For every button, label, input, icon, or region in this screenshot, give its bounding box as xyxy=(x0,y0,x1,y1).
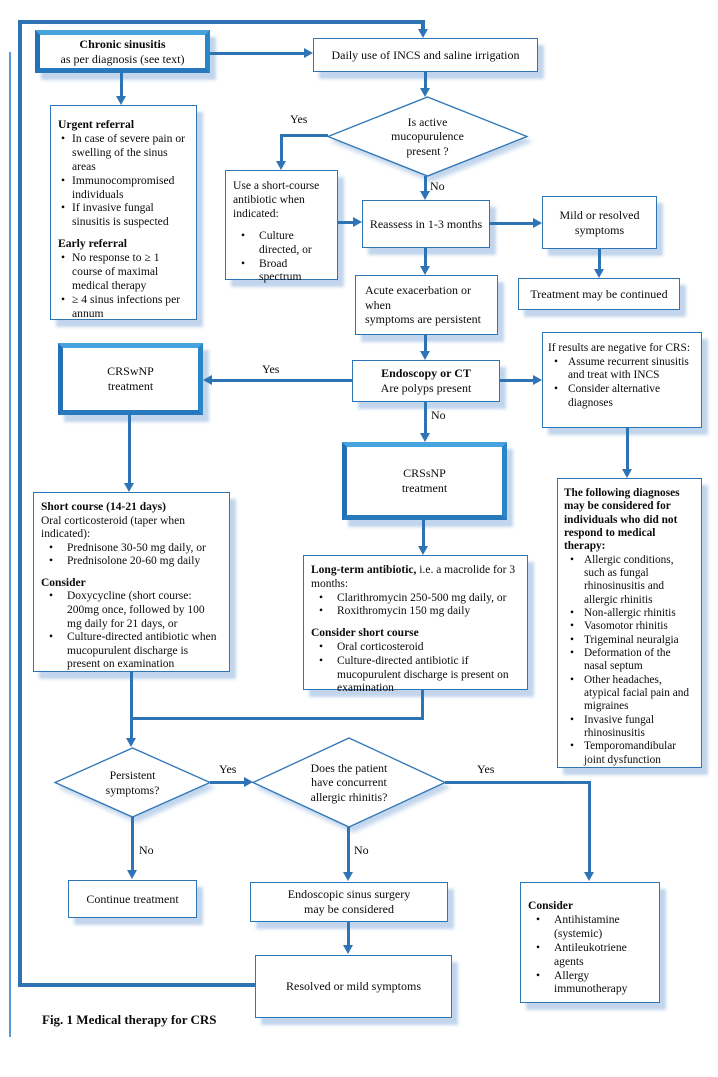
decision-concurrent-allergic-rhinitis xyxy=(253,738,445,827)
diagnoses-item: • Non-allergic rhinitis xyxy=(564,607,695,620)
connector-mucopurulence-no xyxy=(424,176,427,192)
node-short-course-steroid xyxy=(33,492,230,672)
mucopurulence-line2: mucopurulence xyxy=(391,129,464,144)
urgent-referral-title: Urgent referral xyxy=(58,118,135,131)
consider-allergy-item: • Antileukotriene agents xyxy=(528,941,652,969)
steroid-consider-title: Consider xyxy=(41,576,86,589)
node-resolved-mild xyxy=(255,955,452,1018)
label-yes-concurrent: Yes xyxy=(477,762,495,776)
longterm-title-line xyxy=(311,564,520,592)
arrowhead-into-resolved xyxy=(343,945,353,954)
label-no-polyps: No xyxy=(431,408,446,422)
early-referral-item: • No response to ≥ 1 course of maximal medical therapy xyxy=(58,251,189,293)
arrowhead-into-negative xyxy=(533,375,542,385)
steroid-item: • Prednisolone 20-60 mg daily xyxy=(41,555,222,569)
arrowhead-into-short-course-abx xyxy=(276,161,286,170)
longterm-list xyxy=(311,592,520,620)
endoscopy-title: Endoscopy or CT xyxy=(381,366,471,381)
chronic-sinusitis-subtitle: as per diagnosis (see text) xyxy=(60,51,185,66)
arrowhead-into-continue xyxy=(127,870,137,879)
arrowhead-into-endoscopy xyxy=(420,351,430,360)
connector-acute-to-endoscopy xyxy=(424,335,427,352)
early-referral-title: Early referral xyxy=(58,237,127,251)
node-negative-crs xyxy=(542,332,702,428)
arrowhead-into-daily-left xyxy=(304,48,313,58)
arrowhead-into-steroid-box xyxy=(124,483,134,492)
negative-crs-item: • Assume recurrent sinusitis and treat with INCS xyxy=(548,356,696,383)
arrowhead-into-concurrent xyxy=(244,777,253,787)
mucopurulence-line1: Is active xyxy=(407,114,448,129)
node-following-diagnoses xyxy=(557,478,702,768)
crswnp-line1: CRSwNP xyxy=(107,364,154,379)
urgent-referral-item: • In case of severe pain or swelling of the sinus areas xyxy=(58,132,189,174)
node-treatment-continued xyxy=(518,278,680,310)
crssnp-line1: CRSsNP xyxy=(403,466,446,481)
diagnoses-list xyxy=(564,554,695,767)
treatment-continued-text: Treatment may be continued xyxy=(530,286,668,301)
arrowhead-into-continued xyxy=(594,269,604,278)
node-crssnp-treatment xyxy=(342,442,507,520)
connector-negative-to-diagnoses xyxy=(626,428,629,470)
connector-reassess-to-mild xyxy=(490,222,534,225)
connector-crssnp-to-longterm xyxy=(422,520,425,547)
diagnoses-item: • Deformation of the nasal septum xyxy=(564,647,695,674)
connector-persistent-no xyxy=(131,817,134,872)
longterm-item: • Roxithromycin 150 mg daily xyxy=(311,605,520,619)
mild-resolved-line1: Mild or resolved xyxy=(559,207,640,222)
connector-feedback-top xyxy=(18,20,425,24)
diagnoses-item: • Trigeminal neuralgia xyxy=(564,634,695,647)
arrowhead-into-crswnp xyxy=(203,375,212,385)
mucopurulence-line3: present ? xyxy=(406,143,449,158)
connector-endoscopy-to-negative xyxy=(500,379,534,382)
node-mild-resolved xyxy=(542,196,657,249)
node-daily-incs xyxy=(313,38,538,72)
connector-longterm-down xyxy=(421,690,424,720)
connector-chronic-to-daily xyxy=(210,52,305,55)
arrowhead-into-mucopurulence xyxy=(420,88,430,97)
arrowhead-into-mild xyxy=(533,218,542,228)
diagnoses-item: • Invasive fungal rhinosinusitis xyxy=(564,714,695,741)
connector-reassess-to-acute xyxy=(424,248,427,267)
arrowhead-into-longterm xyxy=(418,546,428,555)
connector-crswnp-to-steroid xyxy=(128,415,131,484)
longterm-consider-list xyxy=(311,641,520,696)
node-long-term-antibiotic xyxy=(303,555,528,695)
connector-feedback-bottom xyxy=(18,983,256,987)
longterm-consider-item: • Culture-directed antibiotic if mucopurulent discharge is present on examination xyxy=(311,655,520,696)
connector-endoscopy-no xyxy=(424,402,427,435)
node-acute-exacerbation xyxy=(355,275,498,335)
longterm-item: • Clarithromycin 250-500 mg daily, or xyxy=(311,592,520,606)
connector-endoscopy-yes xyxy=(212,379,352,382)
arrowhead-into-reassess-left xyxy=(353,217,362,227)
label-no-persistent: No xyxy=(139,843,154,857)
arrowhead-into-urgent xyxy=(116,96,126,105)
steroid-consider-item: • Doxycycline (short course: 200mg once, followed by 100 mg daily for 21 days, or xyxy=(41,590,222,631)
decision-persistent-symptoms xyxy=(55,748,210,817)
consider-allergy-title: Consider xyxy=(528,899,574,912)
urgent-referral-item: • If invasive fungal sinusitis is suspected xyxy=(58,201,189,229)
urgent-referral-item: • Immunocompromised individuals xyxy=(58,174,189,202)
daily-incs-text: Daily use of INCS and saline irrigation xyxy=(331,47,520,62)
crswnp-line2: treatment xyxy=(107,379,154,393)
figure-frame-left xyxy=(9,52,11,1037)
label-yes-mucopurulence: Yes xyxy=(290,112,308,126)
persistent-line2: symptoms? xyxy=(105,782,160,797)
persistent-line1: Persistent xyxy=(109,768,156,783)
steroid-item: • Prednisone 30-50 mg daily, or xyxy=(41,542,222,556)
steroid-intro: Oral corticosteroid (taper when indicated): xyxy=(41,514,186,541)
steroid-title: Short course (14-21 days) xyxy=(41,501,166,513)
arrowhead-into-persistent xyxy=(126,738,136,747)
node-endoscopy-ct xyxy=(352,360,500,402)
longterm-consider-title: Consider short course xyxy=(311,627,419,640)
chronic-sinusitis-title: Chronic sinusitis xyxy=(79,36,166,51)
connector-steroid-to-persistent xyxy=(130,672,133,740)
connector-mucopurulence-yes-v xyxy=(280,134,283,162)
short-course-abx-item: • Culture directed, or xyxy=(233,229,330,257)
arrowhead-into-crssnp xyxy=(420,433,430,442)
negative-crs-intro: If results are negative for CRS: xyxy=(548,342,691,354)
short-course-abx-item: • Broad spectrum xyxy=(233,257,330,285)
steroid-list xyxy=(41,542,222,569)
connector-persistent-yes xyxy=(210,781,245,784)
connector-mild-to-continued xyxy=(598,249,601,270)
node-continue-treatment xyxy=(68,880,197,918)
connector-concurrent-yes-v xyxy=(588,781,591,873)
ess-line2: may be considered xyxy=(304,902,394,916)
connector-concurrent-yes-h xyxy=(445,781,591,784)
node-consider-allergy xyxy=(520,882,660,1003)
longterm-title-bold: Long-term antibiotic, xyxy=(311,564,417,576)
arrowhead-feedback-into-daily xyxy=(418,29,428,38)
endoscopy-subtitle: Are polyps present xyxy=(380,381,472,395)
early-referral-list xyxy=(58,251,189,321)
node-crswnp-treatment xyxy=(58,343,203,415)
urgent-referral-list xyxy=(58,132,189,229)
concurrent-line2: have concurrent xyxy=(311,775,387,790)
arrowhead-into-ess xyxy=(343,872,353,881)
arrowhead-into-reassess xyxy=(420,191,430,200)
diagnoses-item: • Temporomandibular joint dysfunction xyxy=(564,740,695,767)
node-urgent-referral xyxy=(50,105,197,320)
steroid-consider-item: • Culture-directed antibiotic when mucopurulent discharge is present on examination xyxy=(41,631,222,672)
longterm-title-rest: i.e. a macrolide for 3 months: xyxy=(311,564,516,590)
diagnoses-intro: The following diagnoses may be considered for individuals who did not respond to medical therapy: xyxy=(564,487,680,553)
label-no-mucopurulence: No xyxy=(430,179,445,193)
label-no-concurrent: No xyxy=(354,843,369,857)
consider-allergy-list xyxy=(528,913,652,996)
label-yes-persistent: Yes xyxy=(219,762,237,776)
node-reassess xyxy=(362,200,490,248)
node-short-course-antibiotic xyxy=(225,170,338,284)
node-chronic-sinusitis xyxy=(35,30,210,73)
continue-treatment-text: Continue treatment xyxy=(86,891,179,906)
consider-allergy-item: • Allergy immunotherapy xyxy=(528,969,652,997)
early-referral-item: • ≥ 4 sinus infections per annum xyxy=(58,293,189,321)
decision-mucopurulence xyxy=(328,97,527,176)
resolved-text: Resolved or mild symptoms xyxy=(286,979,421,994)
acute-line1: Acute exacerbation or when xyxy=(365,283,471,312)
consider-allergy-item: • Antihistamine (systemic) xyxy=(528,913,652,941)
connector-concurrent-no xyxy=(347,827,350,874)
short-course-abx-list xyxy=(233,229,330,285)
negative-crs-list xyxy=(548,356,696,411)
steroid-consider-list xyxy=(41,590,222,671)
connector-chronic-to-urgent xyxy=(120,73,123,98)
arrowhead-into-consider-allergy xyxy=(584,872,594,881)
acute-line2: symptoms are persistent xyxy=(365,312,481,327)
concurrent-line1: Does the patient xyxy=(310,760,388,775)
figure-caption: Fig. 1 Medical therapy for CRS xyxy=(42,1012,217,1027)
concurrent-line3: allergic rhinitis? xyxy=(310,789,388,804)
short-course-abx-intro: Use a short-course antibiotic when indicated: xyxy=(233,179,320,220)
connector-daily-to-decision xyxy=(424,72,427,89)
connector-mucopurulence-yes-h xyxy=(281,134,328,137)
negative-crs-item: • Consider alternative diagnoses xyxy=(548,383,696,410)
diagnoses-item: • Vasomotor rhinitis xyxy=(564,620,695,633)
mild-resolved-line2: symptoms xyxy=(574,222,625,237)
reassess-text: Reassess in 1-3 months xyxy=(369,216,483,231)
label-yes-polyps: Yes xyxy=(262,362,280,376)
arrowhead-into-diagnoses xyxy=(622,469,632,478)
arrowhead-into-acute xyxy=(420,266,430,275)
crssnp-line2: treatment xyxy=(401,481,448,495)
longterm-consider-item: • Oral corticosteroid xyxy=(311,641,520,655)
diagnoses-item: • Other headaches, atypical facial pain and migraines xyxy=(564,674,695,714)
connector-join-horizontal xyxy=(130,717,424,720)
ess-line1: Endoscopic sinus surgery xyxy=(287,887,411,902)
connector-feedback-left xyxy=(18,20,22,987)
connector-ess-to-resolved xyxy=(347,922,350,946)
diagnoses-item: • Allergic conditions, such as fungal rhinosinusitis and allergic rhinitis xyxy=(564,554,695,607)
node-endoscopic-sinus-surgery xyxy=(250,882,448,922)
